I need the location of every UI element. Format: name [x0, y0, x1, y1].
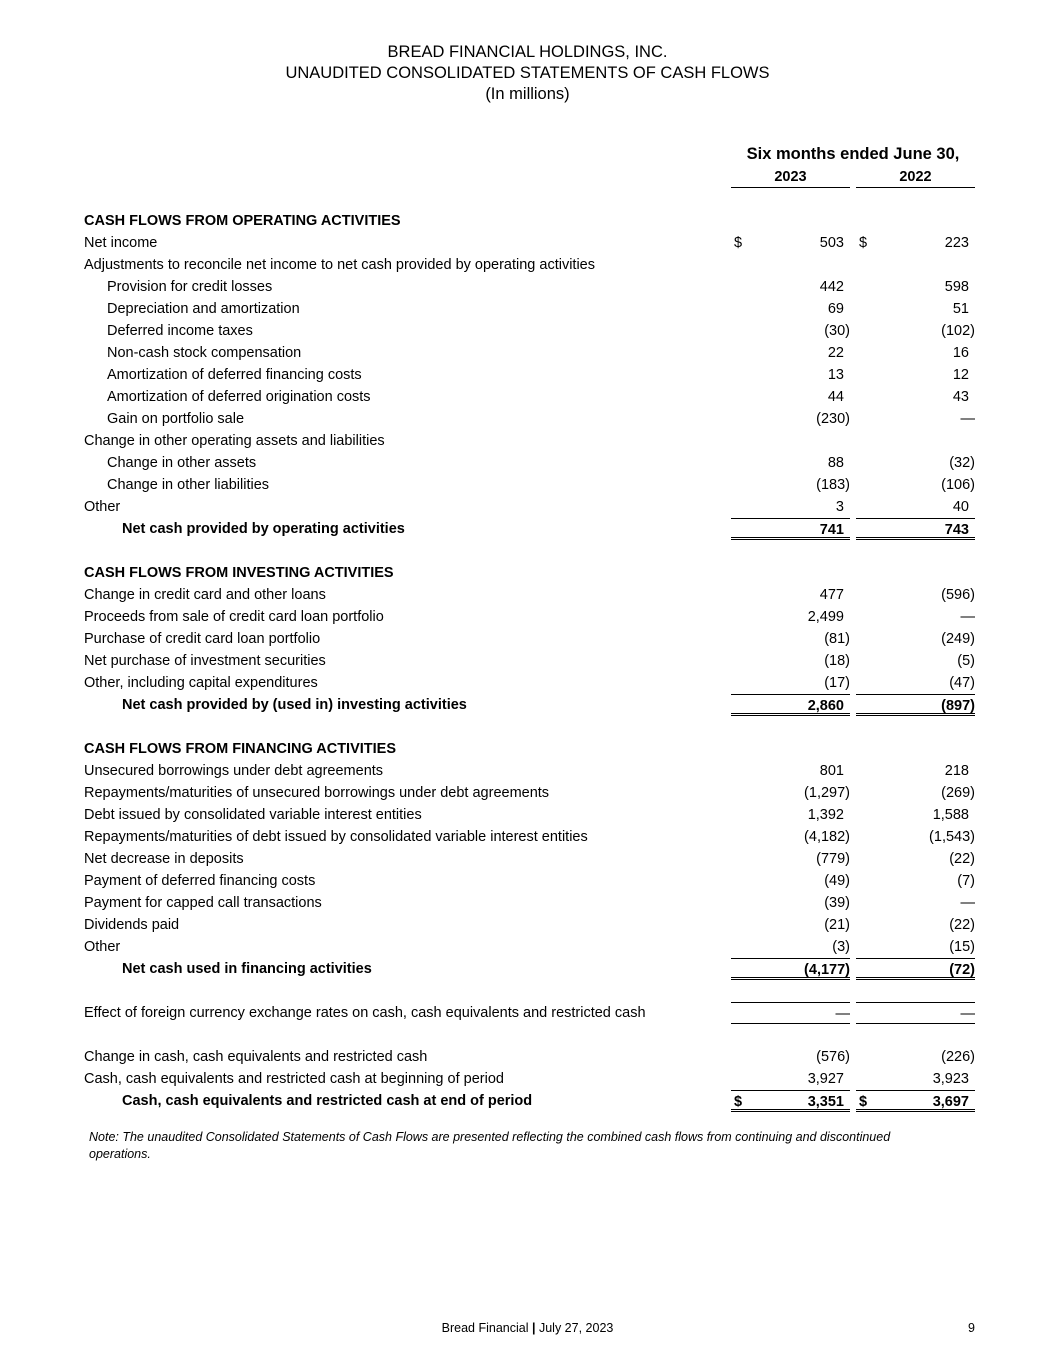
table-row: [0, 496, 1055, 518]
units-label: (In millions): [485, 85, 570, 103]
value-2022: [856, 1002, 975, 1024]
cell-value: 3,697: [932, 1094, 969, 1110]
value-2023: [731, 386, 850, 408]
value-2022: [856, 936, 975, 958]
value-2022: [856, 386, 975, 408]
row-label: Provision for credit losses: [107, 279, 273, 295]
cell-value: 3,923: [932, 1071, 969, 1087]
row-label: Change in cash, cash equivalents and restricted cash: [84, 1049, 428, 1065]
cell-value: (18): [824, 653, 850, 669]
cell-value: (22): [949, 917, 975, 933]
cell-value: 3,927: [807, 1071, 844, 1087]
cell-value: 22: [827, 345, 844, 361]
value-2022: [856, 804, 975, 826]
row-label: Amortization of deferred financing costs: [107, 367, 362, 383]
total-row: [0, 958, 1055, 980]
cell-value: 44: [827, 389, 844, 405]
cell-value: 40: [952, 499, 969, 515]
cell-value: 2,860: [807, 698, 844, 714]
row-label: Change in other liabilities: [107, 477, 270, 493]
period-header: Six months ended June 30,: [746, 145, 960, 163]
row-label: Deferred income taxes: [107, 323, 253, 339]
total-row: [0, 694, 1055, 716]
statement-title: UNAUDITED CONSOLIDATED STATEMENTS OF CASH FLOWS: [285, 64, 770, 82]
cell-value: (30): [824, 323, 850, 339]
table-row: [0, 276, 1055, 298]
value-2022: [856, 694, 975, 716]
row-label: Other, including capital expenditures: [84, 675, 318, 691]
cell-value: 218: [944, 763, 969, 779]
value-2022: [856, 958, 975, 980]
company-name: BREAD FINANCIAL HOLDINGS, INC.: [387, 43, 668, 61]
value-2022: [856, 1068, 975, 1090]
cell-value: (226): [941, 1049, 975, 1065]
cell-value: 477: [819, 587, 844, 603]
value-2022: [856, 298, 975, 320]
table-row: [0, 804, 1055, 826]
cell-value: (230): [816, 411, 850, 427]
footer-separator: |: [532, 1321, 536, 1335]
cell-value: (47): [949, 675, 975, 691]
table-row: [0, 628, 1055, 650]
row-label: CASH FLOWS FROM OPERATING ACTIVITIES: [84, 213, 401, 229]
table-row: [0, 408, 1055, 430]
value-2022: [856, 1046, 975, 1068]
cell-value: 598: [944, 279, 969, 295]
value-2023: [731, 694, 850, 716]
row-label: Payment for capped call transactions: [84, 895, 322, 911]
row-label: Change in credit card and other loans: [84, 587, 326, 603]
table-row: [0, 386, 1055, 408]
cell-value: (576): [816, 1049, 850, 1065]
cell-value: (249): [941, 631, 975, 647]
footnote: Note: The unaudited Consolidated Statements of Cash Flows are presented reflecting the combined cash flows from continuing and discontinued operations.: [89, 1130, 891, 1161]
value-2022: [856, 584, 975, 606]
row-label: Net cash used in financing activities: [122, 961, 372, 977]
row-label: CASH FLOWS FROM FINANCING ACTIVITIES: [84, 741, 397, 757]
value-2022: [856, 320, 975, 342]
cell-value: (72): [949, 962, 975, 978]
value-2022: [856, 650, 975, 672]
cell-value: 88: [827, 455, 844, 471]
table-row: [0, 936, 1055, 958]
cell-value: 801: [819, 763, 844, 779]
value-2023: [731, 606, 850, 628]
section-header: [0, 210, 1055, 232]
table-row: [0, 254, 1055, 276]
table-row: [0, 606, 1055, 628]
cell-value: (32): [949, 455, 975, 471]
value-2023: [731, 496, 850, 518]
row-label: Change in other assets: [107, 455, 257, 471]
row-label: Dividends paid: [84, 917, 180, 933]
cell-value: —: [960, 411, 975, 427]
value-2023: [731, 628, 850, 650]
value-2023: [731, 782, 850, 804]
row-label: Net decrease in deposits: [84, 851, 244, 867]
cell-value: (21): [824, 917, 850, 933]
table-row: [0, 914, 1055, 936]
value-2023: [731, 672, 850, 694]
dollar-sign: $: [859, 235, 868, 251]
cell-value: 503: [819, 235, 844, 251]
cell-value: (1,543): [929, 829, 975, 845]
value-2022: [856, 276, 975, 298]
value-2023: [731, 914, 850, 936]
page-footer: [0, 1321, 1055, 1335]
cell-value: (183): [816, 477, 850, 493]
column-year-2023: 2023: [731, 169, 850, 188]
table-row: [0, 782, 1055, 804]
value-2023: [731, 936, 850, 958]
cell-value: (15): [949, 939, 975, 955]
value-2022: [856, 518, 975, 540]
table-row: [0, 584, 1055, 606]
table-row: [0, 650, 1055, 672]
cell-value: 69: [827, 301, 844, 317]
row-label: Effect of foreign currency exchange rates on cash, cash equivalents and restricted cash: [84, 1005, 646, 1021]
dollar-sign: $: [859, 1094, 868, 1110]
row-label: Net purchase of investment securities: [84, 653, 326, 669]
value-2023: [731, 320, 850, 342]
value-2022: [856, 914, 975, 936]
page-number: 9: [968, 1321, 975, 1335]
value-2023: [731, 342, 850, 364]
cell-value: (596): [941, 587, 975, 603]
cell-value: —: [960, 1006, 975, 1022]
cell-value: (269): [941, 785, 975, 801]
value-2022: [856, 408, 975, 430]
value-2023: [731, 848, 850, 870]
row-label: Change in other operating assets and liabilities: [84, 433, 385, 449]
row-label: Debt issued by consolidated variable interest entities: [84, 807, 422, 823]
row-label: Payment of deferred financing costs: [84, 873, 316, 889]
value-2023: [731, 474, 850, 496]
total-row: [0, 518, 1055, 540]
value-2022: [856, 1090, 975, 1112]
cell-value: (4,182): [804, 829, 850, 845]
value-2023: [731, 452, 850, 474]
cell-value: 741: [819, 522, 844, 538]
value-2023: [731, 804, 850, 826]
value-2023: [731, 892, 850, 914]
section-header: [0, 738, 1055, 760]
row-label: Repayments/maturities of debt issued by consolidated variable interest entities: [84, 829, 588, 845]
table-row: [0, 364, 1055, 386]
cell-value: (5): [957, 653, 975, 669]
table-row: [0, 1002, 1055, 1024]
value-2022: [856, 232, 975, 254]
table-row: [0, 232, 1055, 254]
row-label: Amortization of deferred origination costs: [107, 389, 371, 405]
cell-value: (779): [816, 851, 850, 867]
section-header: [0, 562, 1055, 584]
cell-value: (106): [941, 477, 975, 493]
value-2023: [731, 1002, 850, 1024]
cell-value: 2,499: [807, 609, 844, 625]
value-2023: [731, 958, 850, 980]
value-2022: [856, 760, 975, 782]
cell-value: 743: [944, 522, 969, 538]
cell-value: 223: [944, 235, 969, 251]
cell-value: 3: [835, 499, 844, 515]
footer-date: July 27, 2023: [538, 1321, 614, 1335]
cell-value: (3): [832, 939, 850, 955]
value-2022: [856, 452, 975, 474]
footer-company: Bread Financial: [441, 1321, 529, 1335]
value-2023: [731, 650, 850, 672]
value-2022: [856, 848, 975, 870]
value-2023: [731, 518, 850, 540]
row-label: Purchase of credit card loan portfolio: [84, 631, 321, 647]
table-row: [0, 848, 1055, 870]
cell-value: 13: [827, 367, 844, 383]
cell-value: —: [960, 895, 975, 911]
table-row: [0, 320, 1055, 342]
cell-value: 1,588: [932, 807, 969, 823]
table-row: [0, 672, 1055, 694]
row-label: Repayments/maturities of unsecured borrowings under debt agreements: [84, 785, 550, 801]
row-label: Other: [84, 499, 121, 515]
table-row: [0, 892, 1055, 914]
cell-value: 1,392: [807, 807, 844, 823]
row-label: Gain on portfolio sale: [107, 411, 245, 427]
value-2023: [731, 760, 850, 782]
cell-value: 51: [952, 301, 969, 317]
cell-value: 442: [819, 279, 844, 295]
row-label: Net income: [84, 235, 158, 251]
column-year-2022: 2022: [856, 169, 975, 188]
value-2022: [856, 496, 975, 518]
row-label: Depreciation and amortization: [107, 301, 300, 317]
cell-value: (81): [824, 631, 850, 647]
table-row: [0, 430, 1055, 452]
value-2023: [731, 298, 850, 320]
table-row: [0, 870, 1055, 892]
cell-value: (7): [957, 873, 975, 889]
cell-value: 12: [952, 367, 969, 383]
value-2022: [856, 892, 975, 914]
row-label: Cash, cash equivalents and restricted cash at end of period: [122, 1093, 533, 1109]
value-2023: [731, 408, 850, 430]
cell-value: —: [835, 1006, 850, 1022]
cell-value: 16: [952, 345, 969, 361]
value-2022: [856, 606, 975, 628]
dollar-sign: $: [734, 1094, 743, 1110]
row-label: Unsecured borrowings under debt agreements: [84, 763, 384, 779]
cell-value: (102): [941, 323, 975, 339]
table-row: [0, 298, 1055, 320]
value-2022: [856, 870, 975, 892]
row-label: Cash, cash equivalents and restricted cash at beginning of period: [84, 1071, 504, 1087]
cell-value: (49): [824, 873, 850, 889]
row-label: CASH FLOWS FROM INVESTING ACTIVITIES: [84, 565, 394, 581]
cell-value: (1,297): [804, 785, 850, 801]
table-row: [0, 826, 1055, 848]
total-row: [0, 1090, 1055, 1112]
value-2023: [731, 1046, 850, 1068]
value-2023: [731, 276, 850, 298]
value-2023: [731, 1068, 850, 1090]
row-label: Net cash provided by operating activities: [122, 521, 405, 537]
cell-value: (22): [949, 851, 975, 867]
cell-value: 43: [952, 389, 969, 405]
dollar-sign: $: [734, 235, 743, 251]
value-2022: [856, 826, 975, 848]
value-2022: [856, 782, 975, 804]
cell-value: (17): [824, 675, 850, 691]
table-row: [0, 1068, 1055, 1090]
value-2023: [731, 1090, 850, 1112]
table-row: [0, 342, 1055, 364]
row-label: Non-cash stock compensation: [107, 345, 302, 361]
row-label: Other: [84, 939, 121, 955]
value-2023: [731, 870, 850, 892]
value-2023: [731, 826, 850, 848]
row-label: Adjustments to reconcile net income to net cash provided by operating activities: [84, 257, 595, 273]
row-label: Net cash provided by (used in) investing activities: [122, 697, 467, 713]
value-2022: [856, 672, 975, 694]
value-2023: [731, 364, 850, 386]
value-2022: [856, 474, 975, 496]
value-2023: [731, 584, 850, 606]
cell-value: (4,177): [804, 962, 850, 978]
cell-value: (897): [941, 698, 975, 714]
cell-value: 3,351: [807, 1094, 844, 1110]
row-label: Proceeds from sale of credit card loan portfolio: [84, 609, 384, 625]
value-2022: [856, 628, 975, 650]
table-row: [0, 1046, 1055, 1068]
cell-value: (39): [824, 895, 850, 911]
table-row: [0, 760, 1055, 782]
table-row: [0, 452, 1055, 474]
report-title: [0, 42, 1055, 105]
value-2022: [856, 364, 975, 386]
cell-value: —: [960, 609, 975, 625]
value-2023: [731, 232, 850, 254]
value-2022: [856, 342, 975, 364]
table-row: [0, 474, 1055, 496]
